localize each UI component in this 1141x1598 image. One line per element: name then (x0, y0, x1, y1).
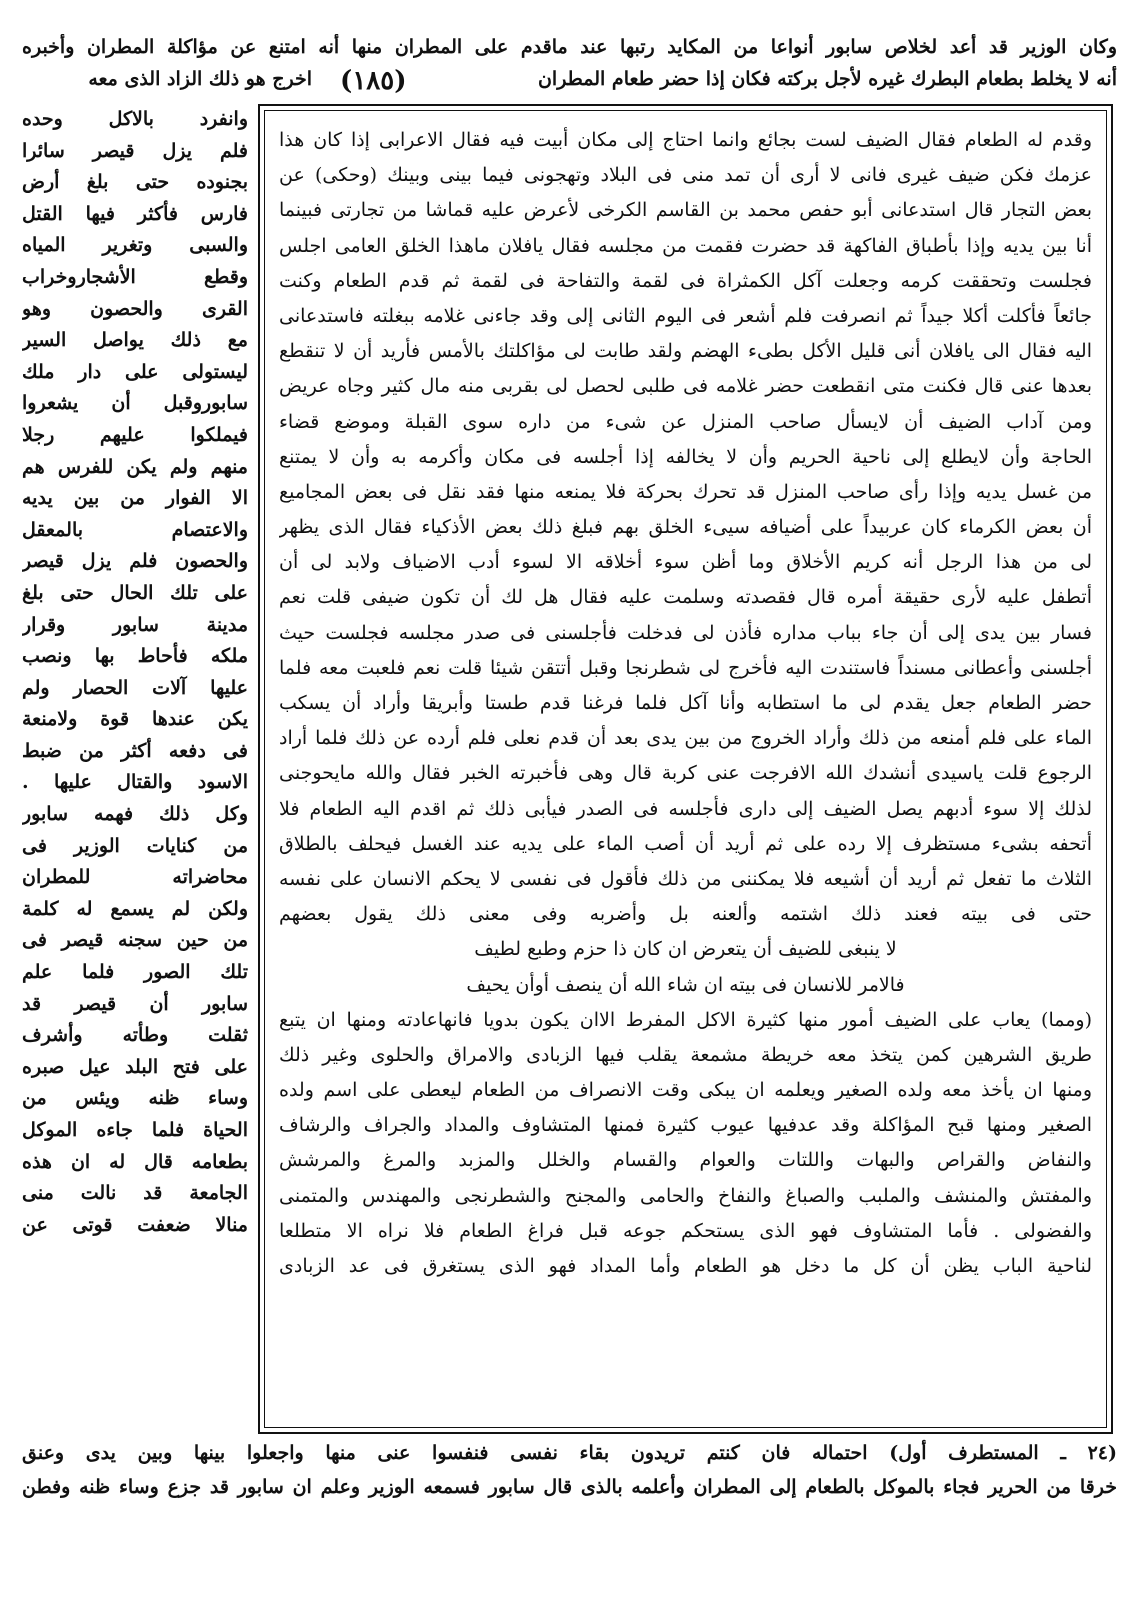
margin-text-line: عليها آلات الحصار ولم (22, 676, 248, 699)
margin-text-line: مدينة سابور وقرار (22, 613, 248, 636)
main-text-line: الماء على فلم أمنعه من ذلك وأراد الخروج من بين يدى بعد أن قدم نعلى فلم أرده عن ذلك فلما أراد (279, 727, 1092, 750)
margin-text-line: فارس فأكثر فيها القتل (22, 202, 248, 225)
main-text-line: لناحية الباب يظن أن كل ما دخل هو الطعام وأما المداد فهو الذى يستغرق فى عد الزبادى (279, 1255, 1092, 1277)
main-text-line: حضر الطعام جعل يقدم لى ما استطابه وأنا آكل فلما فرغنا قدم طستا وأبريقا وأراد أن يسكب (279, 692, 1092, 714)
main-text-line: أن بعض الكرماء كان عربيداً على أضيافه سيىء الخلق بهم فبلغ ذلك بعض الأذكياء فقال الذى يظهر (279, 516, 1092, 539)
margin-text-line: الجامعة قد نالت منى (22, 1182, 248, 1205)
main-text-line: ومن آداب الضيف أن لايسأل صاحب المنزل عن شىء من داره سوى القبلة وموضع قضاء (279, 410, 1092, 433)
main-text-line: أتطفل عليه لأرى حقيقة أمره قال فقصدته وسلمت عليه فقال هل لك أن تكون ضيفى قلت نعم (279, 586, 1092, 609)
bottom-text-line-1: (٢٤ ـ المستطرف أول) احتماله فان كنتم تريدون بقاء نفسى فنفسوا عنى منها واجعلوا بينها وبين يدى وعنق (22, 1442, 1117, 1464)
margin-text-line: القرى والحصون وهو (22, 297, 248, 320)
main-text-line: فالامر للانسان فى بيته ان شاء الله أن ينصف أوأن يحيف (466, 973, 905, 996)
main-text-line: بعدها عنى قال فكنت متى انقطعت حضر غلامه فى طلبى لحصل لى بقربى منه مال كثير وجاه عريض (279, 375, 1092, 398)
margin-text-line: الحياة فلما جاءه الموكل (22, 1119, 248, 1141)
main-text-line: فجلست وتحققت كرمه وجعلت آكل الكمثراة فى لقمة والتفاحة فى لقمة ثم قدم الطعام وكنت (279, 269, 1092, 292)
main-text-line: أتحفه بشىء مستظرف إلا رده على ثم أريد أن أصب الماء على يديه عند الغسل فيحلف بالطلاق (279, 832, 1092, 855)
top-text-line-2-right: أنه لا يخلط بطعام البطرك غيره لأجل بركته فكان إذا حضر طعام المطران (537, 68, 1117, 90)
margin-text-line: فى دفعه أكثر من ضبط (22, 739, 248, 762)
main-text-line: فسار بين يدى إلى أن جاء بباب مداره فأذن لى فدخلت فأجلسنى فى صدر مجلسه فجلست حيث (279, 621, 1092, 644)
main-text-line: الصغير ومنها قبح المؤاكلة وقد عدفيها عيوب كثيرة فمنها المتشاوف والمداد والجراف والرشاف (279, 1114, 1092, 1137)
bottom-text-line-2: خرقا من الحرير فجاء بالموكل بالطعام إلى المطران وأعلمه بالذى قال سابور فسمعه الوزير وعلم ان سابور قد جزع وساء ظنه وفطن (22, 1476, 1117, 1498)
main-text-line: حتى فى بيته فعند ذلك اشتمه وألعنه بل وأضربه وفى معنى ذلك يقول بعضهم (279, 903, 1092, 926)
main-text-line: بعض التجار قال استدعانى أبو حفص محمد بن القاسم الكرخى لأعرض عليه قماشا من تجارتى فبينما (279, 199, 1092, 222)
margin-text-line: بجنوده حتى بلغ أرض (22, 171, 248, 194)
main-text-line: جائعاً فأكلت أكلا جيداً ثم انصرفت فلم أشعر فى اليوم الثانى إلى وقد جاءنى غلامه ببغلته فاستدعانى (279, 304, 1092, 327)
page-number: (١٨٥) (340, 66, 407, 96)
margin-text-line: محاضراته للمطران (22, 866, 248, 889)
margin-text-line: وانفرد بالاكل وحده (22, 108, 248, 130)
margin-text-line: وكل ذلك فهمه سابور (22, 803, 248, 826)
main-text-line: والنفاض والقراص والبهات واللتات والعوام والقسام والخلل والمزبد والمرغ والمرشش (279, 1149, 1092, 1172)
main-text-line: الثلاث ما تفعل ثم أريد أن أشيعه فلا يمكننى من ذلك فأقول فى نفسى لا يحكم الانسان على نفسه (279, 867, 1092, 890)
main-text-line: والمفتش والمنشف والملبب والصباغ والنفاخ والحامى والمجنح والشطرنجى والمهندس والمتمنى (279, 1184, 1092, 1207)
top-text-line-2-left: اخرج هو ذلك الزاد الذى معه (88, 68, 312, 90)
margin-text-line: فيملكوا عليهم رجلا (22, 423, 248, 446)
main-text-line: لى من هذا الرجل أنه كريم الأخلاق وما أظن سوء أخلاقه الا لسوء أدب الاضياف ولابد لى أن (279, 551, 1092, 574)
main-text-line: والفضولى . فأما المتشاوف فهو الذى يستحكم جوعه قبل فراغ الطعام فلا نراه الا متطلعا (279, 1219, 1092, 1242)
margin-text-line: والسبى وتغرير المياه (22, 234, 248, 257)
main-text-body (279, 123, 1092, 1284)
margin-text-line: ثقلت وطأته وأشرف (22, 1024, 248, 1047)
main-text-line: طريق الشرهين كمن يتخذ معه خريطة مشمعة يقلب فيها الزبادى والامراق والحلوى وغير ذلك (279, 1043, 1092, 1066)
margin-text-line: تلك الصور فلما علم (22, 961, 248, 984)
margin-commentary-column (22, 104, 248, 1241)
margin-text-line: فلم يزل قيصر سائرا (22, 139, 248, 162)
margin-text-line: منهم ولم يكن للفرس هم (22, 455, 248, 478)
margin-text-line: ملكه فأحاط بها ونصب (22, 645, 248, 668)
bottom-text (22, 1436, 1117, 1504)
margin-text-line: سابور أن قيصر قد (22, 992, 248, 1015)
margin-text-line: ليستولى على دار ملك (22, 360, 248, 383)
main-text-line: عزمك فكن ضيف غيرى فانى لا أرى أن تمد منى فى البلاد وتهجونى فيما بينى وبينك (وحكى) عن (279, 164, 1092, 187)
main-text-line: لا ينبغى للضيف أن يتعرض ان كان ذا حزم وطبع لطيف (474, 938, 897, 961)
margin-text-line: على تلك الحال حتى بلغ (22, 581, 248, 604)
margin-text-line: وقطع الأشجاروخراب (22, 265, 248, 288)
margin-text-line: الا الفوار من بين يديه (22, 487, 248, 510)
main-text-line: (ومما) يعاب على الضيف أمور منها كثيرة الاكل المفرط الاان يكون بدويا فانهاعادته ومنها ان يتبع (279, 1008, 1092, 1031)
margin-text-line: بطعامه قال له ان هذه (22, 1150, 248, 1173)
margin-text-line: والاعتصام بالمعقل (22, 518, 248, 541)
margin-text-line: من كنايات الوزير فى (22, 834, 248, 857)
main-text-line: الرجوع قلت ياسيدى أنشدك الله الافرجت عنى كربة قال وهى فأخبرته الخبر فقال والله مايحوجنى (279, 762, 1092, 785)
main-text-line: أجلسنى وأعطانى مسنداً فاستندت اليه فأخرج لى شطرنجا وقبل أتتقن شيئا قلت نعم فلعبت معه فلما (279, 656, 1092, 679)
main-text-frame (258, 104, 1113, 1434)
main-text-inner-frame (264, 110, 1107, 1428)
top-text-line-1: وكان الوزير قد أعد لخلاص سابور أنواعا من المكايد رتبها عند ماقدم على المطران منها أنه امتنع عن مؤاكلة المطران وأخبره (22, 36, 1117, 58)
margin-text-line: منالا ضعفت قوتى عن (22, 1213, 248, 1236)
main-text-line: لذلك إلا سوء أدبهم يصل الضيف إلى دارى فأجلسه فى الصدر فيأبى ذلك ثم اقدم اليه الطعام فلا (279, 797, 1092, 820)
margin-text-line: سابوروقبل أن يشعروا (22, 392, 248, 415)
margin-text-line: ولكن لم يسمع له كلمة (22, 897, 248, 920)
main-text-line: من غسل يديه وإذا رأى صاحب المنزل قد تحرك بحركة فلا يمنعه منها فقد نقل فى بعض المجاميع (279, 480, 1092, 503)
margin-text-line: مع ذلك يواصل السير (22, 329, 248, 352)
main-text-line: أنا بين يديه وإذا بأطباق الفاكهة قد حضرت فقمت من مجلسه فقال يافلان ماهذا الخلق العامى اجلس (279, 234, 1092, 257)
main-text-line: الحاجة وأن لايطلع إلى ناحية الحريم وأن لا يخالفه إذا أجلسه فى مكان وأكرمه به وأن لا يمتنع (279, 445, 1092, 468)
margin-text-line: من حين سجنه قيصر فى (22, 929, 248, 952)
main-text-line: ومنها ان يأخذ معه ولده الصغير ويعلمه ان يبكى وقت الانصراف من الطعام ليعطى على اسم ولده (279, 1079, 1092, 1102)
main-text-line: اليه فقال الى يافلان أنى قليل الأكل بطىء الهضم ولقد طابت لى مؤاكلتك بالأمس فأريد أن لا تنقطع (279, 340, 1092, 363)
margin-text-line: والحصون فلم يزل قيصر (22, 550, 248, 573)
margin-text-line: الاسود والقتال عليها . (22, 771, 248, 794)
main-text-line: وقدم له الطعام فقال الضيف لست بجائع وانما احتاج إلى مكان أبيت فيه فقال الاعرابى إذا كان هذا (279, 129, 1092, 151)
margin-text-line: على فتح البلد عيل صبره (22, 1055, 248, 1078)
margin-text-line: يكن عندها قوة ولامنعة (22, 708, 248, 731)
margin-text-line: وساء ظنه ويئس من (22, 1087, 248, 1110)
